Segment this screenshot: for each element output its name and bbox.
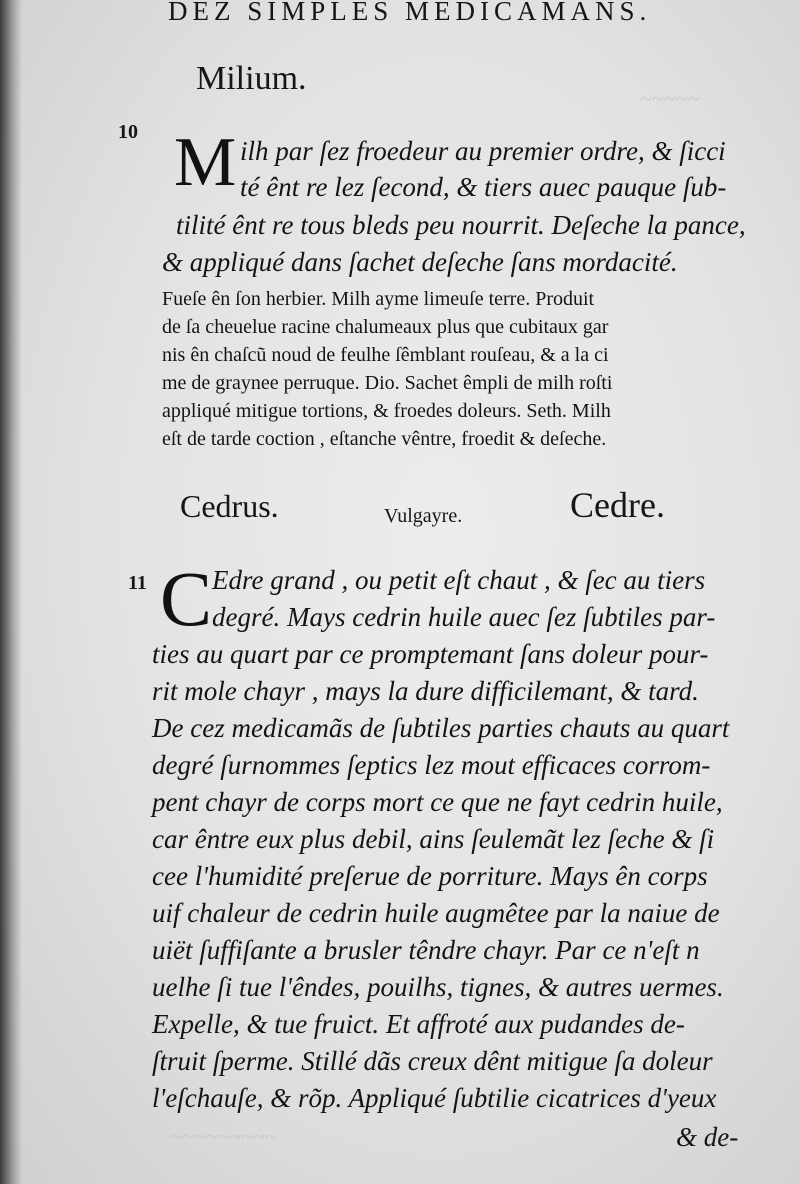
section-title-label: Vulgayre.	[384, 505, 463, 527]
text-line: rit mole chayr , mays la dure difficilemant, & tard.	[152, 676, 699, 706]
section-title-french: Cedre.	[570, 485, 665, 525]
section-heading-milium: Milium.	[196, 60, 307, 97]
text-line: car êntre eux plus debil, ains ſeulemãt lez ſeche & ſi	[152, 824, 715, 854]
drop-cap: C	[160, 555, 213, 642]
text-line: Fueſe ên ſon herbier. Milh ayme limeuſe terre. Produit	[162, 288, 595, 310]
text-line: me de graynee perruque. Dio. Sachet êmpli de milh roſti	[162, 372, 613, 394]
text-line: uif chaleur de cedrin huile augmêtee par la naiue de	[152, 898, 720, 928]
paragraph-number: 11	[128, 572, 147, 594]
drop-cap: M	[174, 124, 237, 201]
text-line: pent chayr de corps mort ce que ne fayt cedrin huile,	[152, 787, 723, 817]
text-line: ſtruit ſperme. Stillé dãs creux dênt mitigue ſa doleur	[152, 1046, 713, 1076]
text-line: uelhe ſi tue l'êndes, pouilhs, tignes, & autres uermes.	[152, 972, 724, 1002]
text-line: tilité ênt re tous bleds peu nourrit. Deſeche la pance,	[176, 210, 746, 240]
text-line: & appliqué dans ſachet deſeche ſans mordacité.	[162, 247, 678, 277]
paragraph-number: 10	[118, 121, 138, 143]
text-line: Expelle, & tue fruict. Et affroté aux pudandes de-	[152, 1009, 685, 1039]
section-title-latin: Cedrus.	[180, 488, 279, 524]
text-line: appliqué mitigue tortions, & froedes doleurs. Seth. Milh	[162, 400, 611, 422]
text-line: de ſa cheuelue racine chalumeaux plus que cubitaux gar	[162, 316, 609, 338]
text-line: degré. Mays cedrin huile auec ſez ſubtiles par-	[212, 602, 716, 632]
text-line: uiët ſuffiſante a brusler têndre chayr. Par ce n'eſt n	[152, 935, 700, 965]
text-line: degré ſurnommes ſeptics lez mout efficaces corrom-	[152, 750, 711, 780]
text-line: l'eſchauſe, & rõp. Appliqué ſubtilie cicatrices d'yeux	[152, 1083, 717, 1113]
text-line: De cez medicamãs de ſubtiles parties chauts au quart	[152, 713, 730, 743]
running-header: DEZ SIMPLES MEDICAMANS.	[168, 0, 652, 26]
text-line: cee l'humidité preſerue de porriture. Mays ên corps	[152, 861, 708, 891]
text-line: nis ên chaſcũ noud de feulhe ſêmblant rouſeau, & a la ci	[162, 344, 609, 366]
text-line: eſt de tarde coction , eſtanche vêntre, froedit & deſeche.	[162, 428, 607, 450]
bleed-through-mark: ~~~~~~~~~	[170, 1124, 278, 1149]
bleed-through-mark: ~~~~~	[640, 86, 700, 111]
text-line: ties au quart par ce promptemant ſans doleur pour-	[152, 639, 709, 669]
catchword: & de-	[676, 1122, 739, 1152]
text-line: ilh par ſez froedeur au premier ordre, & ſicci	[240, 136, 726, 166]
text-line: té ênt re lez ſecond, & tiers auec pauque ſub-	[240, 172, 727, 202]
page-edge-shadow	[0, 0, 22, 1184]
text-line: Edre grand , ou petit eſt chaut , & ſec au tiers	[212, 565, 706, 595]
